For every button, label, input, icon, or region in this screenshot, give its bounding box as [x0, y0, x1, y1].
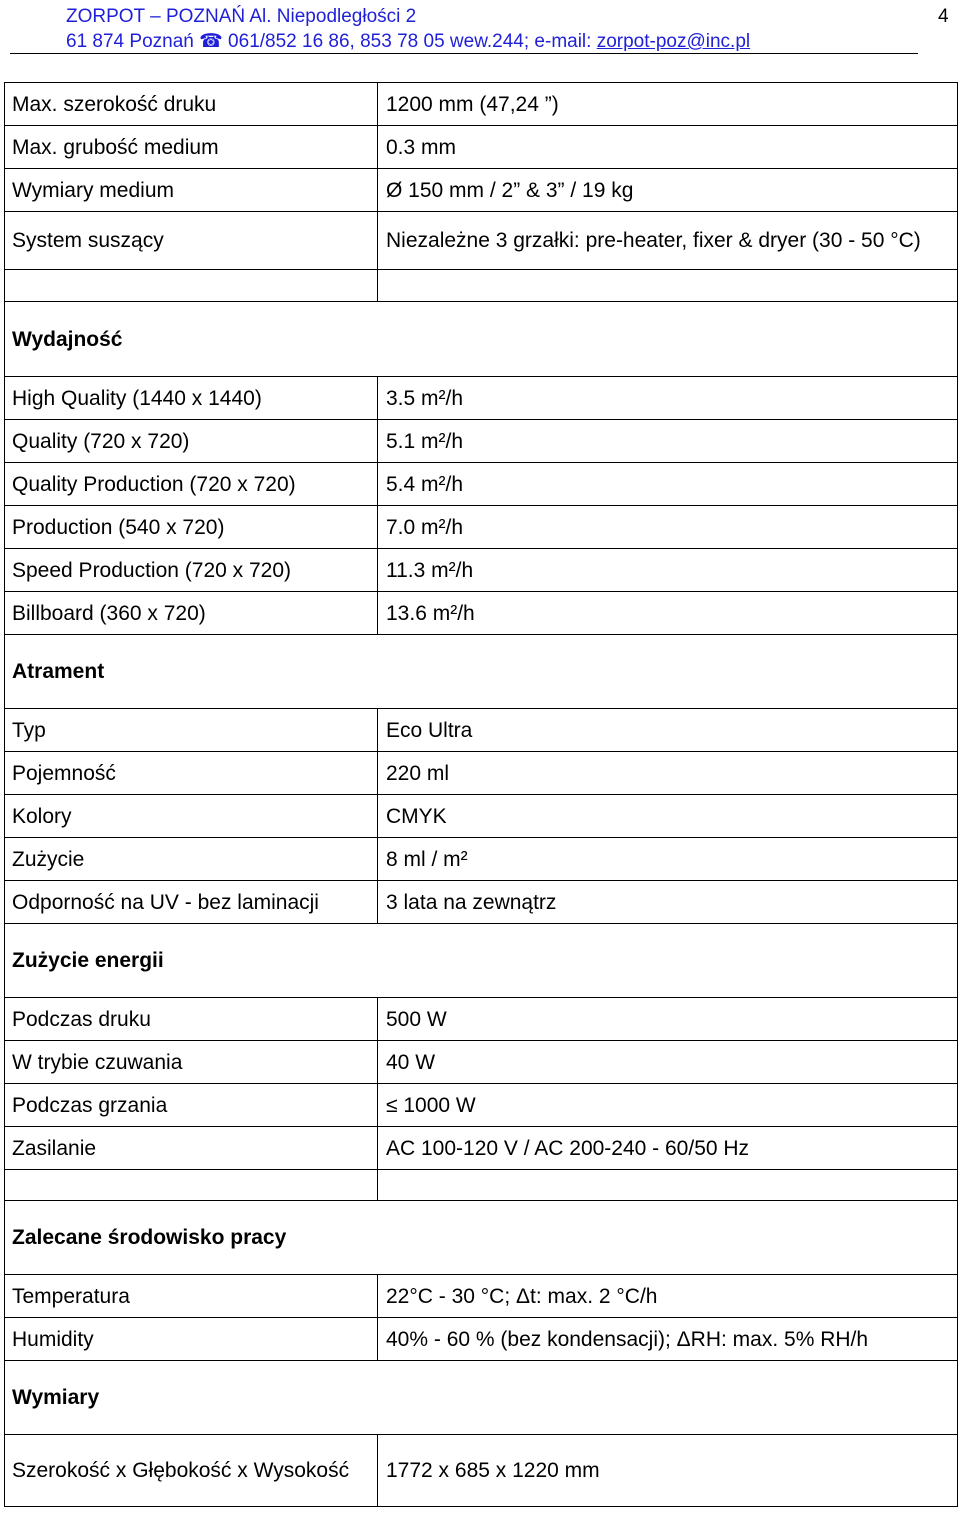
table-row [5, 1275, 958, 1318]
spec-value: 40 W [378, 1041, 958, 1084]
section-title-power: Zużycie energii [5, 924, 958, 998]
spec-label: Humidity [5, 1318, 378, 1361]
table-row [5, 709, 958, 752]
table-row [5, 83, 958, 126]
table-row [5, 1435, 958, 1507]
table-row [5, 1318, 958, 1361]
spec-label: Podczas druku [5, 998, 378, 1041]
spec-label: Podczas grzania [5, 1084, 378, 1127]
header-divider [10, 53, 918, 54]
spacer-row [5, 270, 958, 302]
spec-value: ≤ 1000 W [378, 1084, 958, 1127]
table-row [5, 795, 958, 838]
spec-value: 40% - 60 % (bez kondensacji); ΔRH: max. 5% RH/h [378, 1318, 958, 1361]
spec-label: Billboard (360 x 720) [5, 592, 378, 635]
section-row [5, 1201, 958, 1275]
spec-label: Production (540 x 720) [5, 506, 378, 549]
spec-label: System suszący [5, 212, 378, 270]
spec-value: Niezależne 3 grzałki: pre-heater, fixer & dryer (30 - 50 °C) [378, 212, 958, 270]
spec-value: 11.3 m²/h [378, 549, 958, 592]
table-row [5, 506, 958, 549]
spec-value: 7.0 m²/h [378, 506, 958, 549]
spec-value: CMYK [378, 795, 958, 838]
email-link[interactable]: zorpot-poz@inc.pl [596, 31, 751, 52]
table-row [5, 1041, 958, 1084]
spec-label: Odporność na UV - bez laminacji [5, 881, 378, 924]
table-row [5, 1084, 958, 1127]
spec-label: High Quality (1440 x 1440) [5, 377, 378, 420]
table-row [5, 998, 958, 1041]
spec-value: 500 W [378, 998, 958, 1041]
spec-value: 3 lata na zewnątrz [378, 881, 958, 924]
table-row [5, 752, 958, 795]
table-row [5, 1127, 958, 1170]
section-title-ink: Atrament [5, 635, 958, 709]
spec-label: Pojemność [5, 752, 378, 795]
spec-label: Speed Production (720 x 720) [5, 549, 378, 592]
spec-value: 3.5 m²/h [378, 377, 958, 420]
spec-label: Typ [5, 709, 378, 752]
spec-table [4, 82, 958, 1507]
table-row [5, 126, 958, 169]
spec-label: Kolory [5, 795, 378, 838]
spec-label: Max. grubość medium [5, 126, 378, 169]
page-number: 4 [938, 6, 949, 27]
spec-label: Temperatura [5, 1275, 378, 1318]
spec-value: 5.4 m²/h [378, 463, 958, 506]
spec-label: Szerokość x Głębokość x Wysokość [5, 1435, 378, 1507]
section-title-environment: Zalecane środowisko pracy [5, 1201, 958, 1275]
section-row [5, 635, 958, 709]
spec-value: AC 100-120 V / AC 200-240 - 60/50 Hz [378, 1127, 958, 1170]
header-contact [66, 29, 750, 54]
spec-label: Quality Production (720 x 720) [5, 463, 378, 506]
spec-value: 1200 mm (47,24 ”) [378, 83, 958, 126]
spec-label: W trybie czuwania [5, 1041, 378, 1084]
spec-label: Quality (720 x 720) [5, 420, 378, 463]
page-header [66, 4, 750, 54]
spec-label: Wymiary medium [5, 169, 378, 212]
spec-value: Ø 150 mm / 2” & 3” / 19 kg [378, 169, 958, 212]
header-phones: 61 874 Poznań ☎ 061/852 16 86, 853 78 05 wew.244; e-mail: [66, 31, 597, 52]
table-row [5, 592, 958, 635]
section-row [5, 1361, 958, 1435]
spec-label: Max. szerokość druku [5, 83, 378, 126]
spec-value: 0.3 mm [378, 126, 958, 169]
spec-label: Zużycie [5, 838, 378, 881]
table-row [5, 169, 958, 212]
spacer-row [5, 1170, 958, 1201]
header-address: ZORPOT – POZNAŃ Al. Niepodległości 2 [66, 6, 417, 27]
spec-value: 8 ml / m² [378, 838, 958, 881]
section-title-dimensions: Wymiary [5, 1361, 958, 1435]
table-row [5, 881, 958, 924]
table-row [5, 838, 958, 881]
spec-value: 220 ml [378, 752, 958, 795]
spec-value: 22°C - 30 °C; Δt: max. 2 °C/h [378, 1275, 958, 1318]
section-row [5, 924, 958, 998]
table-row [5, 463, 958, 506]
spec-value: 1772 x 685 x 1220 mm [378, 1435, 958, 1507]
table-row [5, 377, 958, 420]
table-row [5, 212, 958, 270]
spec-value: 5.1 m²/h [378, 420, 958, 463]
spec-value: 13.6 m²/h [378, 592, 958, 635]
section-row [5, 302, 958, 377]
table-row [5, 420, 958, 463]
spec-value: Eco Ultra [378, 709, 958, 752]
section-title-performance: Wydajność [5, 302, 958, 377]
spec-label: Zasilanie [5, 1127, 378, 1170]
table-row [5, 549, 958, 592]
